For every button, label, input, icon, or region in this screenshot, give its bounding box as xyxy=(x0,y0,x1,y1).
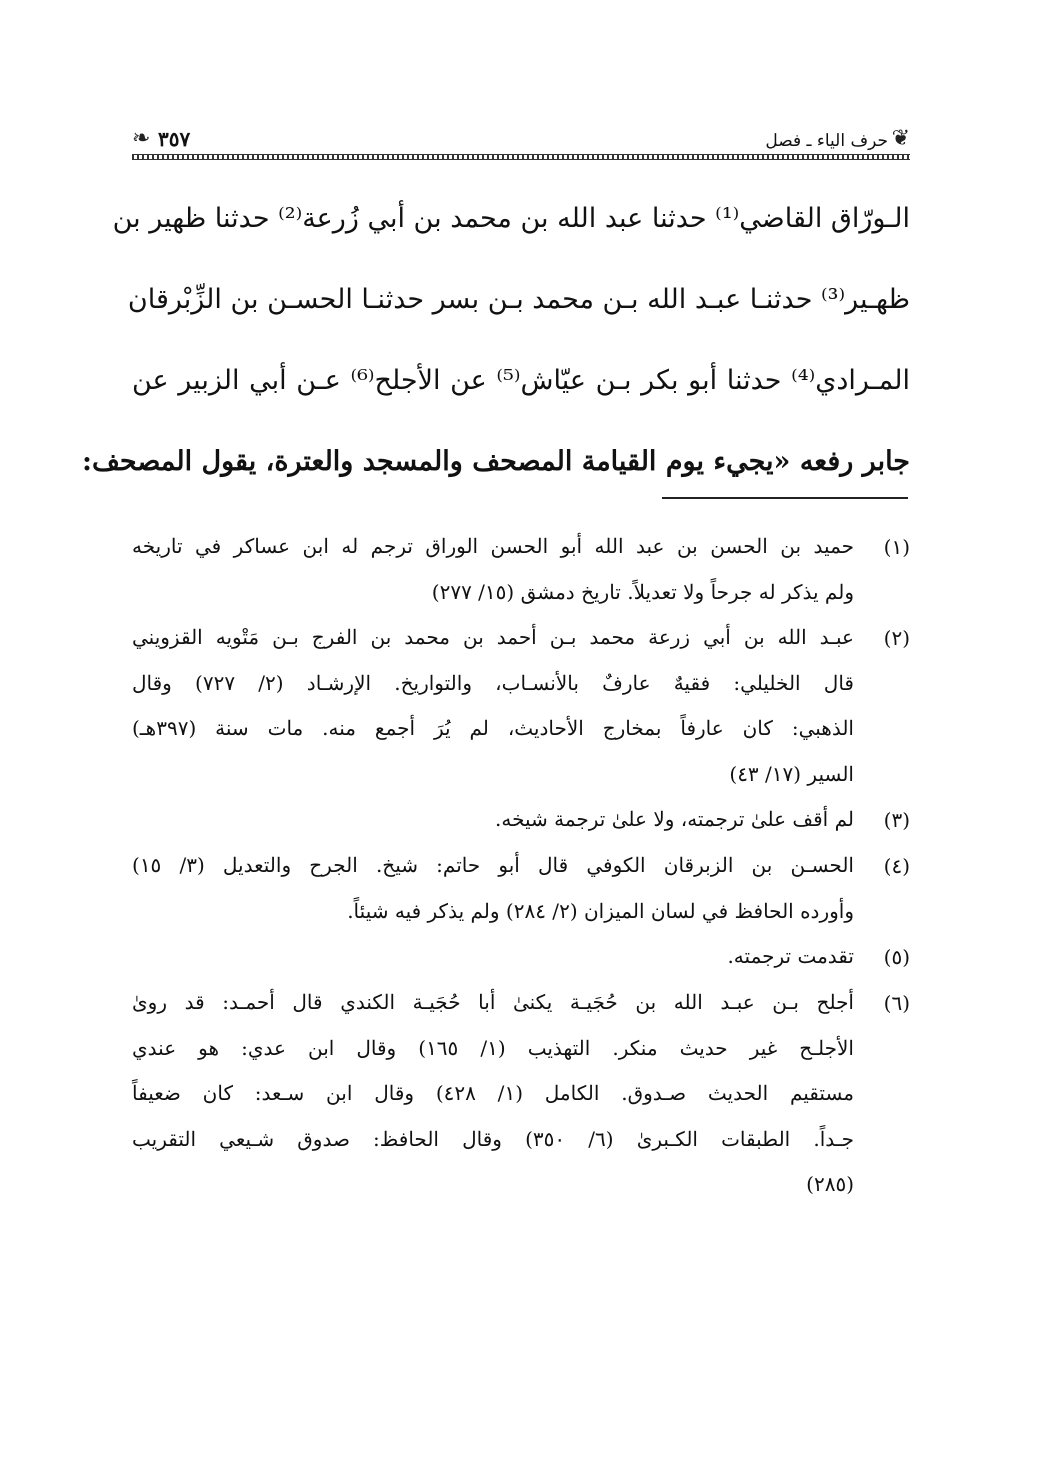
running-header xyxy=(132,126,910,160)
footnote xyxy=(132,797,910,843)
footnote-line: عبـد الله بن أبي زرعة محمد بـن أحمد بن محمد بن الفرج بـن مَتْويه القزويني xyxy=(132,625,854,649)
footnote xyxy=(132,524,910,615)
footnote-line: السير (١٧/ ٤٣) xyxy=(729,761,854,786)
footnote-number: (٦) xyxy=(883,991,910,1015)
header-rule xyxy=(132,154,910,160)
footnote-line: الأجلـح غير حديث منكر. التهذيب (١/ ١٦٥) وقال ابن عدي: هو عندي xyxy=(132,1035,854,1060)
footnote-line: الذهبي: كان عارفاً بمخارج الأحاديث، لم يُرَ أجمع منه. مات سنة (٣٩٧هـ) xyxy=(132,716,854,740)
text-line: المـرادي⁽⁴⁾ حدثنا أبو بكر بـن عيّاش⁽⁵⁾ عن الأجلح⁽⁶⁾ عـن أبي الزبير عن xyxy=(132,365,910,396)
page-number: ٣٥٧ xyxy=(158,127,191,151)
footnote-line: وأورده الحافظ في لسان الميزان (٢/ ٢٨٤) ولم يذكر فيه شيئاً. xyxy=(347,898,854,923)
chapter-title: حرف الياء ـ فصل xyxy=(765,131,888,151)
footnote-number: (٤) xyxy=(883,854,910,878)
footnote-line: تقدمت ترجمته. xyxy=(727,944,854,968)
footnote-line: أجلح بـن عبـد الله بن حُجَيـة يكنىٰ أبا حُجَيـة الكندي قال أحمـد: قد روىٰ xyxy=(132,990,854,1014)
footnote xyxy=(132,980,910,1208)
text-line: ظهـير⁽³⁾ حدثنـا عبـد الله بـن محمد بـن بسر حدثنـا الحسـن بن الزِّبْرقان xyxy=(127,284,910,315)
footnote xyxy=(132,843,910,934)
footnotes xyxy=(132,524,910,1208)
footnote-line: لم أقف علىٰ ترجمته، ولا علىٰ ترجمة شيخه. xyxy=(494,807,854,831)
ornament-icon: ❧ xyxy=(132,126,151,151)
footnote xyxy=(132,615,910,797)
footnote-line: حميد بن الحسن بن عبد الله أبو الحسن الوراق ترجم له ابن عساكر في تاريخه xyxy=(132,534,854,558)
footnote xyxy=(132,934,910,980)
footnote-number: (٥) xyxy=(883,945,910,969)
footnote-separator xyxy=(662,497,908,499)
footnote-number: (١) xyxy=(883,535,910,559)
footnote-line: قال الخليلي: فقيهٌ عارفٌ بالأنسـاب، والتواريخ. الإرشـاد (٢/ ٧٢٧) وقال xyxy=(132,670,854,695)
footnote-number: (٢) xyxy=(883,626,910,650)
footnote-line: ولم يذكر له جرحاً ولا تعديلاً. تاريخ دمشق (١٥/ ٢٧٧) xyxy=(431,579,854,604)
footnote-line: (٢٨٥) xyxy=(806,1172,854,1196)
footnote-line: جـداً. الطبقات الكـبرىٰ (٦/ ٣٥٠) وقال الحافظ: صدوق شـيعي التقريب xyxy=(132,1126,854,1151)
footnote-line: الحسـن بن الزبرقان الكوفي قال أبو حاتم: شيخ. الجرح والتعديل (٣/ ١٥) xyxy=(132,853,854,877)
footnote-number: (٣) xyxy=(883,808,910,832)
text-line: جابر رفعه «يجيء يوم القيامة المصحف والمسجد والعترة، يقول المصحف: xyxy=(82,446,910,477)
ornament-icon: ❦ xyxy=(891,126,910,151)
main-text xyxy=(82,178,910,502)
footnote-line: مستقيم الحديث صـدوق. الكامل (١/ ٤٢٨) وقال ابن سـعد: كان ضعيفاً xyxy=(132,1081,855,1105)
text-line: الـورّاق القاضي⁽¹⁾ حدثنا عبد الله بن محمد بن أبي زُرعة⁽²⁾ حدثنا ظهير بن xyxy=(112,203,910,234)
